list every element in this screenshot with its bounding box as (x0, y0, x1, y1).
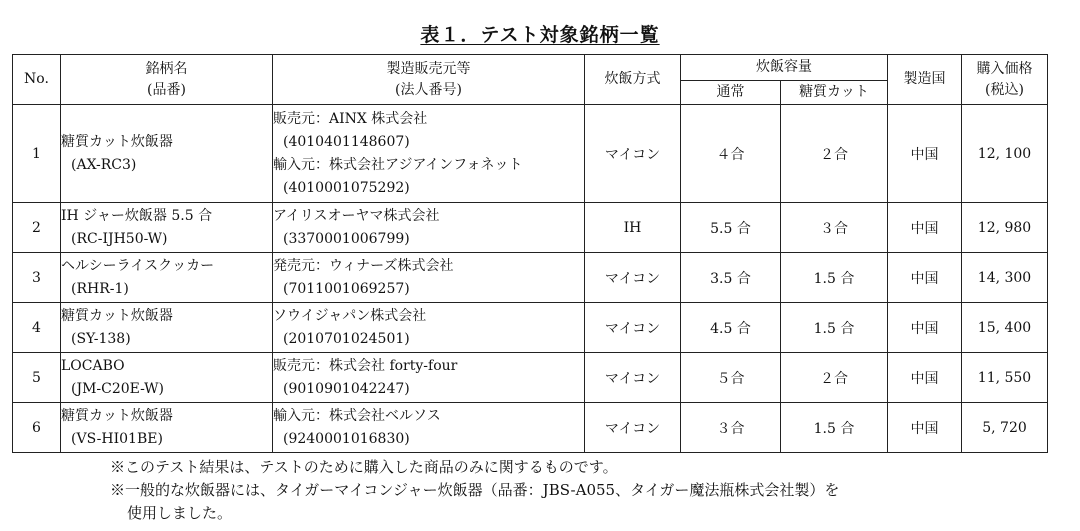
row-price: 12, 100 (962, 105, 1048, 203)
table-row (13, 253, 1048, 303)
row-no: 4 (13, 303, 61, 353)
footnote: ※一般的な炊飯器には、タイガーマイコンジャー炊飯器（品番：JBS-A055、タイガー魔法瓶株式会社製）を (110, 481, 840, 499)
row-country: 中国 (888, 203, 962, 253)
row-maker: 販売元：AINX 株式会社 (4010401148607) 輸入元：株式会社アジアインフォネット (4010001075292) (273, 105, 585, 203)
table-row (13, 105, 1048, 203)
row-maker: ソウイジャパン株式会社 (2010701024501) (273, 303, 585, 353)
row-no: 3 (13, 253, 61, 303)
row-maker: 輸入元：株式会社ベルソス (9240001016830) (273, 403, 585, 453)
row-country: 中国 (888, 253, 962, 303)
row-country: 中国 (888, 105, 962, 203)
row-capacity-lowcarb: ２合 (781, 353, 888, 403)
footnote: ※このテスト結果は、テストのために購入した商品のみに関するものです。 (110, 458, 618, 476)
row-name: IH ジャー炊飯器 5.5 合 (RC-IJH50-W) (61, 203, 273, 253)
footnotes (110, 456, 839, 525)
row-name: 糖質カット炊飯器 (SY-138) (61, 303, 273, 353)
row-price: 15, 400 (962, 303, 1048, 353)
row-name: LOCABO (JM-C20E-W) (61, 353, 273, 403)
row-no: 2 (13, 203, 61, 253)
row-maker: アイリスオーヤマ株式会社 (3370001006799) (273, 203, 585, 253)
row-method: IH (585, 203, 681, 253)
row-country: 中国 (888, 303, 962, 353)
row-maker: 発売元：ウィナーズ株式会社 (7011001069257) (273, 253, 585, 303)
row-method: マイコン (585, 303, 681, 353)
row-no: 1 (13, 105, 61, 203)
row-capacity-lowcarb: 1.5 合 (781, 253, 888, 303)
page-title: 表１．テスト対象銘柄一覧 (420, 24, 660, 46)
product-table (12, 54, 1048, 453)
row-method: マイコン (585, 353, 681, 403)
footnote-continuation: 使用しました。 (127, 504, 233, 522)
header-country: 製造国 (888, 55, 962, 105)
row-capacity-normal: ４合 (681, 105, 781, 203)
row-method: マイコン (585, 403, 681, 453)
header-capacity: 炊飯容量 (681, 55, 888, 81)
row-capacity-lowcarb: ３合 (781, 203, 888, 253)
header-capacity-normal: 通常 (681, 81, 781, 105)
header-name: 銘柄名 (品番) (61, 55, 273, 105)
header-price: 購入価格 (税込) (962, 55, 1048, 105)
row-capacity-lowcarb: 1.5 合 (781, 403, 888, 453)
table-row (13, 303, 1048, 353)
row-name: 糖質カット炊飯器 (AX-RC3) (61, 105, 273, 203)
table-row (13, 403, 1048, 453)
row-capacity-normal: 4.5 合 (681, 303, 781, 353)
table-row (13, 353, 1048, 403)
row-maker: 販売元：株式会社 forty-four (9010901042247) (273, 353, 585, 403)
table-row (13, 203, 1048, 253)
header-no: No. (13, 55, 61, 105)
row-capacity-normal: ３合 (681, 403, 781, 453)
row-no: 6 (13, 403, 61, 453)
row-capacity-lowcarb: 1.5 合 (781, 303, 888, 353)
row-country: 中国 (888, 403, 962, 453)
row-method: マイコン (585, 105, 681, 203)
row-method: マイコン (585, 253, 681, 303)
row-name: 糖質カット炊飯器 (VS-HI01BE) (61, 403, 273, 453)
header-maker: 製造販売元等 (法人番号) (273, 55, 585, 105)
header-method: 炊飯方式 (585, 55, 681, 105)
row-price: 5, 720 (962, 403, 1048, 453)
row-capacity-lowcarb: ２合 (781, 105, 888, 203)
row-price: 11, 550 (962, 353, 1048, 403)
row-name: ヘルシーライスクッカー (RHR-1) (61, 253, 273, 303)
row-capacity-normal: ５合 (681, 353, 781, 403)
row-country: 中国 (888, 353, 962, 403)
header-capacity-lowcarb: 糖質カット (781, 81, 888, 105)
row-capacity-normal: 3.5 合 (681, 253, 781, 303)
row-price: 14, 300 (962, 253, 1048, 303)
row-capacity-normal: 5.5 合 (681, 203, 781, 253)
row-price: 12, 980 (962, 203, 1048, 253)
row-no: 5 (13, 353, 61, 403)
